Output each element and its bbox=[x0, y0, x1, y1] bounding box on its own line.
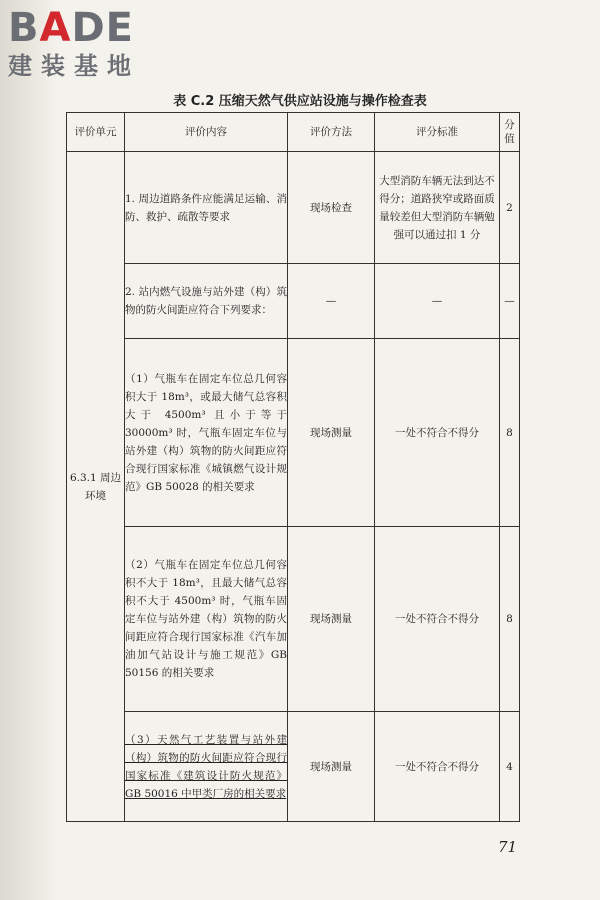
logo-letter-b: B bbox=[8, 5, 40, 51]
logo-chinese: 建装基地 bbox=[8, 52, 140, 80]
row-method: 现场测量 bbox=[288, 339, 375, 527]
row-method: 现场测量 bbox=[288, 712, 375, 822]
row-method: — bbox=[288, 264, 375, 339]
row-criteria: 大型消防车辆无法到达不得分；道路狭窄或路面质量较差但大型消防车辆勉强可以通过扣 1 分 bbox=[375, 152, 500, 264]
header-method: 评价方法 bbox=[288, 113, 375, 152]
row-method: 现场测量 bbox=[288, 527, 375, 712]
row-method: 现场检查 bbox=[288, 152, 375, 264]
row-content: （3）天然气工艺装置与站外建（构）筑物的防火间距应符合现行国家标准《建筑设计防火规范》GB 50016 中甲类厂房的相关要求 bbox=[125, 712, 288, 822]
row-score: 8 bbox=[500, 339, 520, 527]
inspection-table bbox=[66, 112, 520, 822]
row-criteria: 一处不符合不得分 bbox=[375, 712, 500, 822]
row-score: — bbox=[500, 264, 520, 339]
table-row bbox=[67, 527, 520, 712]
evaluation-unit-cell: 6.3.1 周边环境 bbox=[67, 152, 125, 822]
table-row bbox=[67, 712, 520, 822]
row-criteria: 一处不符合不得分 bbox=[375, 339, 500, 527]
table-row bbox=[67, 264, 520, 339]
book-spine-shadow bbox=[0, 0, 58, 900]
page-number: 71 bbox=[498, 838, 518, 856]
logo-wordmark bbox=[8, 6, 140, 50]
row-score: 8 bbox=[500, 527, 520, 712]
table-row bbox=[67, 152, 520, 264]
row-content: （1）气瓶车在固定车位总几何容积大于 18m³，或最大储气总容积大于 4500m³ 且小于等于 30000m³ 时，气瓶车固定车位与站外建（构）筑物的防火间距应符合现行国家标准《城镇燃气设计规范》GB 50028 的相关要求 bbox=[125, 339, 288, 527]
row-score: 2 bbox=[500, 152, 520, 264]
row-content: 1. 周边道路条件应能满足运输、消防、救护、疏散等要求 bbox=[125, 152, 288, 264]
header-content: 评价内容 bbox=[125, 113, 288, 152]
header-criteria: 评分标准 bbox=[375, 113, 500, 152]
table-row bbox=[67, 339, 520, 527]
bade-logo bbox=[8, 6, 140, 80]
row-score: 4 bbox=[500, 712, 520, 822]
row-content: 2. 站内燃气设施与站外建（构）筑物的防火间距应符合下列要求： bbox=[125, 264, 288, 339]
row-criteria: — bbox=[375, 264, 500, 339]
logo-letter-a: A bbox=[39, 5, 72, 51]
table-title: 表 C.2 压缩天然气供应站设施与操作检查表 bbox=[173, 94, 427, 109]
logo-letters-de: DE bbox=[71, 5, 134, 51]
row-content: （2）气瓶车在固定车位总几何容积不大于 18m³，且最大储气总容积不大于 4500m³ 时，气瓶车固定车位与站外建（构）筑物的防火间距应符合现行国家标准《汽车加油加气站设计与施工规范》GB 50156 的相关要求 bbox=[125, 527, 288, 712]
row-criteria: 一处不符合不得分 bbox=[375, 527, 500, 712]
header-score: 分值 bbox=[500, 113, 520, 152]
table-header-row bbox=[67, 113, 520, 152]
header-unit: 评价单元 bbox=[67, 113, 125, 152]
